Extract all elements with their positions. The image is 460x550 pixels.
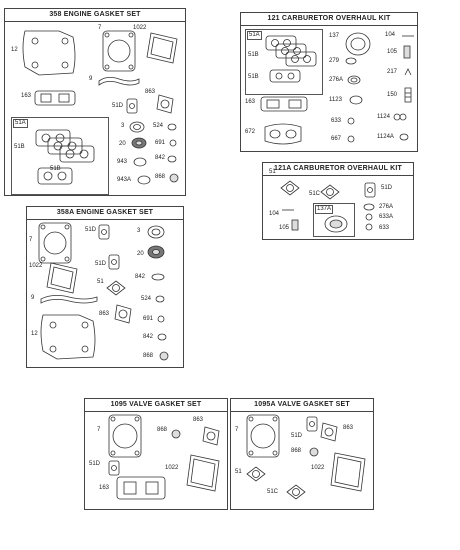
washer-524-shape xyxy=(167,123,177,131)
part-label: 105 xyxy=(279,225,290,231)
part-label: 51 xyxy=(269,169,276,175)
gasket-51-shape xyxy=(245,465,267,483)
part-label: 842 xyxy=(135,274,146,280)
kit-358a-engine-gasket-set xyxy=(26,206,184,368)
ring-1124-shape xyxy=(393,113,407,121)
part-label: 104 xyxy=(269,211,280,217)
gasket-51c-shape xyxy=(319,183,341,201)
clip-217-shape xyxy=(403,67,413,77)
part-label: 217 xyxy=(387,69,398,75)
part-label: 863 xyxy=(193,417,204,423)
part-label: 276A xyxy=(379,204,394,210)
gasket-51d-shape xyxy=(107,253,121,271)
gasket-7-shape xyxy=(245,413,281,459)
seal-868-shape xyxy=(171,429,181,439)
gasket-163-shape xyxy=(259,95,309,113)
gasket-51d-shape xyxy=(305,415,319,433)
spring-105-shape xyxy=(291,219,299,231)
part-label: 104 xyxy=(385,32,396,38)
part-label: 3 xyxy=(137,228,141,234)
part-label: 1124 xyxy=(377,114,390,120)
part-label: 105 xyxy=(387,49,398,55)
spring-105-shape xyxy=(403,45,411,59)
gasket-863-shape xyxy=(201,425,221,447)
part-label: 667 xyxy=(331,136,342,142)
subassembly-51a xyxy=(245,29,323,95)
part-label: 9 xyxy=(31,295,35,301)
gasket-1022-shape xyxy=(329,451,367,493)
part-label: 20 xyxy=(119,141,126,147)
carb-gasket-stack-shape xyxy=(34,128,104,188)
part-label: 1123 xyxy=(329,97,342,103)
ring-276a-shape xyxy=(347,75,361,85)
kit-358-engine-gasket-set xyxy=(4,8,186,196)
gasket-12-shape xyxy=(19,27,79,79)
part-label: 868 xyxy=(157,427,168,433)
part-label: 524 xyxy=(153,123,164,129)
part-label: 51B xyxy=(50,166,61,172)
gasket-9-shape xyxy=(97,75,141,87)
ring-667-shape xyxy=(347,135,355,143)
part-label: 7 xyxy=(235,427,239,433)
subassembly-51a xyxy=(11,117,109,195)
part-label: 633A xyxy=(379,214,394,220)
gasket-51d-shape xyxy=(125,97,139,115)
part-label: 7 xyxy=(97,427,101,433)
part-label: 12 xyxy=(31,331,38,337)
subassembly-label: 51A xyxy=(249,32,260,38)
kit-1095-valve-gasket-set xyxy=(84,398,228,510)
part-label: 51B xyxy=(248,74,259,80)
seal-691-shape xyxy=(157,315,165,323)
part-label: 863 xyxy=(343,425,354,431)
ring-279-shape xyxy=(345,57,357,65)
part-label: 691 xyxy=(155,140,166,146)
carb-gasket-stack-shape xyxy=(264,34,320,84)
kit-title: 1095 VALVE GASKET SET xyxy=(85,399,227,412)
part-label: 51D xyxy=(95,261,107,267)
kit-121a-carburetor-overhaul xyxy=(262,162,414,240)
part-label: 1022 xyxy=(165,465,179,471)
part-label: 943A xyxy=(117,177,132,183)
ring-842-shape xyxy=(151,273,165,281)
seal-20-shape xyxy=(131,137,147,149)
gasket-863-shape xyxy=(113,303,133,325)
part-label: 9 xyxy=(89,76,93,82)
ring-276a-shape xyxy=(363,203,375,211)
needle-150-shape xyxy=(403,87,413,103)
seal-20-shape xyxy=(147,245,165,259)
subassembly-label: 137A xyxy=(317,206,332,212)
part-label: 672 xyxy=(245,129,256,135)
ring-633-shape xyxy=(347,117,355,125)
seal-868-shape xyxy=(169,173,179,183)
part-label: 150 xyxy=(387,92,398,98)
part-label: 863 xyxy=(99,311,110,317)
part-label: 279 xyxy=(329,58,340,64)
ring-842-shape xyxy=(167,155,177,163)
gasket-51d-shape xyxy=(97,223,111,241)
kit-121-carburetor-overhaul xyxy=(240,12,418,152)
part-label: 943 xyxy=(117,159,128,165)
gasket-51-shape xyxy=(279,179,301,197)
part-label: 51 xyxy=(97,279,104,285)
gasket-863-shape xyxy=(155,93,175,115)
seal-868-shape xyxy=(159,351,169,361)
part-label: 51D xyxy=(381,185,393,191)
part-label: 1022 xyxy=(133,25,147,31)
part-label: 7 xyxy=(98,25,102,31)
part-label: 1022 xyxy=(311,465,325,471)
part-label: 1124A xyxy=(377,134,394,140)
gasket-51-shape xyxy=(105,279,127,297)
part-label: 863 xyxy=(145,89,156,95)
part-label: 51C xyxy=(267,489,279,495)
seal-868-shape xyxy=(309,447,319,457)
gasket-1022-shape xyxy=(185,453,221,493)
part-label: 51B xyxy=(248,52,259,58)
part-label: 633 xyxy=(379,225,390,231)
part-label: 7 xyxy=(29,237,33,243)
gasket-7-shape xyxy=(107,413,143,459)
part-label: 51 xyxy=(235,469,242,475)
gasket-7-shape xyxy=(101,29,137,73)
ring-3-shape xyxy=(129,121,145,133)
washer-524-shape xyxy=(155,295,165,303)
part-label: 633 xyxy=(331,118,342,124)
part-label: 51D xyxy=(112,103,124,109)
kit-title: 358A ENGINE GASKET SET xyxy=(27,207,183,220)
part-label: 3 xyxy=(121,123,125,129)
part-label: 51C xyxy=(309,191,321,197)
ring-1123-shape xyxy=(349,95,363,105)
ring-3-shape xyxy=(147,225,165,239)
gasket-1022-shape xyxy=(45,261,79,295)
part-label: 51D xyxy=(85,227,97,233)
part-label: 868 xyxy=(143,353,154,359)
seal-691-shape xyxy=(169,139,177,147)
part-label: 20 xyxy=(137,251,144,257)
part-label: 276A xyxy=(329,77,344,83)
gasket-1022-shape xyxy=(145,31,179,65)
part-label: 51B xyxy=(14,144,25,150)
bowl-gasket-137a-shape xyxy=(324,214,348,234)
part-label: 51D xyxy=(291,433,303,439)
pin-104-shape xyxy=(281,207,295,213)
ring-842-shape xyxy=(157,333,167,341)
part-label: 163 xyxy=(245,99,256,105)
gasket-7-shape xyxy=(37,221,73,265)
kit-title: 121A CARBURETOR OVERHAUL KIT xyxy=(263,163,413,176)
part-label: 51D xyxy=(89,461,101,467)
ring-1124a-shape xyxy=(399,133,409,141)
part-label: 163 xyxy=(21,93,32,99)
part-label: 12 xyxy=(11,47,18,53)
ring-943-shape xyxy=(133,157,147,167)
gasket-12-shape xyxy=(37,311,99,363)
part-label: 137 xyxy=(329,33,340,39)
gasket-9-shape xyxy=(39,293,99,305)
kit-title: 121 CARBURETOR OVERHAUL KIT xyxy=(241,13,417,26)
part-label: 868 xyxy=(291,448,302,454)
ring-633-shape xyxy=(365,223,373,231)
gasket-163-shape xyxy=(33,89,77,107)
part-label: 163 xyxy=(99,485,110,491)
ring-633a-shape xyxy=(365,213,373,221)
part-label: 691 xyxy=(143,316,154,322)
kit-title: 358 ENGINE GASKET SET xyxy=(5,9,185,22)
gasket-51d-shape xyxy=(363,181,377,199)
subassembly-label: 51A xyxy=(15,120,26,126)
subassembly-137a xyxy=(313,203,355,237)
gasket-137-shape xyxy=(345,31,371,57)
kit-1095a-valve-gasket-set xyxy=(230,398,374,510)
gasket-51c-shape xyxy=(285,483,307,501)
part-label: 1022 xyxy=(29,263,43,269)
part-label: 868 xyxy=(155,174,166,180)
kit-title: 1095A VALVE GASKET SET xyxy=(231,399,373,412)
gasket-863-shape xyxy=(319,421,339,443)
part-label: 842 xyxy=(155,155,166,161)
part-label: 842 xyxy=(143,334,154,340)
gasket-672-shape xyxy=(263,123,303,145)
ring-943a-shape xyxy=(137,175,151,185)
gasket-163-shape xyxy=(115,475,167,501)
part-label: 524 xyxy=(141,296,152,302)
pin-104-shape xyxy=(401,33,415,39)
